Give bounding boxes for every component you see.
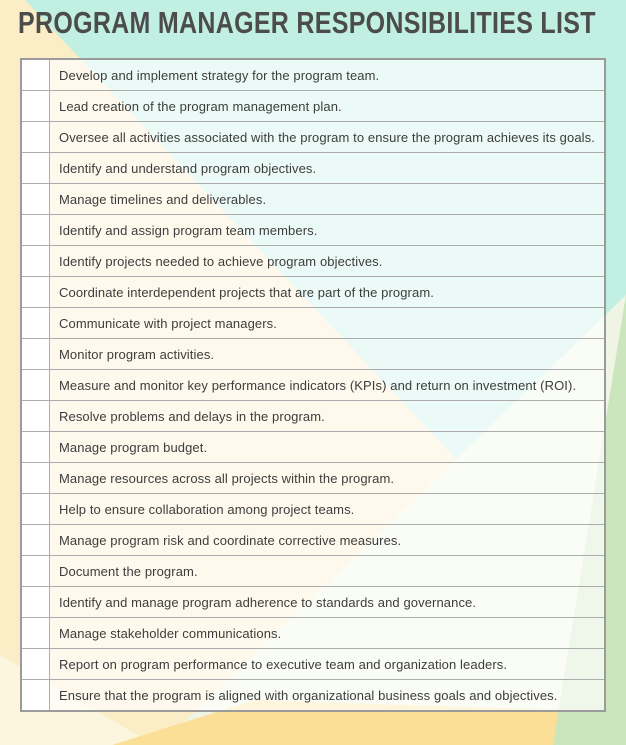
checkbox-cell[interactable] xyxy=(22,339,50,369)
table-row xyxy=(22,307,604,338)
table-row xyxy=(22,121,604,152)
checkbox-cell[interactable] xyxy=(22,432,50,462)
row-label: Document the program. xyxy=(50,556,604,586)
table-row xyxy=(22,648,604,679)
row-label: Communicate with project managers. xyxy=(50,308,604,338)
row-label: Develop and implement strategy for the program team. xyxy=(50,60,604,90)
row-label: Ensure that the program is aligned with organizational business goals and objectives. xyxy=(50,680,604,710)
row-label: Monitor program activities. xyxy=(50,339,604,369)
checkbox-cell[interactable] xyxy=(22,618,50,648)
checkbox-cell[interactable] xyxy=(22,680,50,710)
table-row xyxy=(22,586,604,617)
table-row xyxy=(22,245,604,276)
row-label: Report on program performance to executive team and organization leaders. xyxy=(50,649,604,679)
table-row xyxy=(22,90,604,121)
row-label: Oversee all activities associated with the program to ensure the program achieves its goals. xyxy=(50,122,604,152)
table-row xyxy=(22,400,604,431)
checkbox-cell[interactable] xyxy=(22,401,50,431)
row-label: Measure and monitor key performance indicators (KPIs) and return on investment (ROI). xyxy=(50,370,604,400)
row-label: Manage timelines and deliverables. xyxy=(50,184,604,214)
table-row xyxy=(22,462,604,493)
checkbox-cell[interactable] xyxy=(22,122,50,152)
table-row xyxy=(22,524,604,555)
checkbox-cell[interactable] xyxy=(22,494,50,524)
checkbox-cell[interactable] xyxy=(22,277,50,307)
checkbox-cell[interactable] xyxy=(22,370,50,400)
checkbox-cell[interactable] xyxy=(22,153,50,183)
table-row xyxy=(22,276,604,307)
checkbox-cell[interactable] xyxy=(22,215,50,245)
table-row xyxy=(22,60,604,90)
table-row xyxy=(22,369,604,400)
table-row xyxy=(22,679,604,710)
table-row xyxy=(22,617,604,648)
checkbox-cell[interactable] xyxy=(22,587,50,617)
checkbox-cell[interactable] xyxy=(22,246,50,276)
checkbox-cell[interactable] xyxy=(22,525,50,555)
page-title: PROGRAM MANAGER RESPONSIBILITIES LIST xyxy=(18,6,596,41)
row-label: Resolve problems and delays in the program. xyxy=(50,401,604,431)
row-label: Manage resources across all projects within the program. xyxy=(50,463,604,493)
row-label: Manage program risk and coordinate corrective measures. xyxy=(50,525,604,555)
table-row xyxy=(22,214,604,245)
checkbox-cell[interactable] xyxy=(22,308,50,338)
table-row xyxy=(22,152,604,183)
table-row xyxy=(22,555,604,586)
row-label: Help to ensure collaboration among project teams. xyxy=(50,494,604,524)
table-row xyxy=(22,493,604,524)
checkbox-cell[interactable] xyxy=(22,60,50,90)
row-label: Manage stakeholder communications. xyxy=(50,618,604,648)
row-label: Coordinate interdependent projects that are part of the program. xyxy=(50,277,604,307)
checkbox-cell[interactable] xyxy=(22,463,50,493)
row-label: Identify and assign program team members. xyxy=(50,215,604,245)
row-label: Manage program budget. xyxy=(50,432,604,462)
row-label: Identify and understand program objectives. xyxy=(50,153,604,183)
table-row xyxy=(22,338,604,369)
checkbox-cell[interactable] xyxy=(22,184,50,214)
row-label: Identify and manage program adherence to standards and governance. xyxy=(50,587,604,617)
checklist-table xyxy=(20,58,606,712)
checkbox-cell[interactable] xyxy=(22,91,50,121)
table-row xyxy=(22,183,604,214)
row-label: Lead creation of the program management plan. xyxy=(50,91,604,121)
row-label: Identify projects needed to achieve program objectives. xyxy=(50,246,604,276)
checkbox-cell[interactable] xyxy=(22,649,50,679)
table-row xyxy=(22,431,604,462)
checkbox-cell[interactable] xyxy=(22,556,50,586)
